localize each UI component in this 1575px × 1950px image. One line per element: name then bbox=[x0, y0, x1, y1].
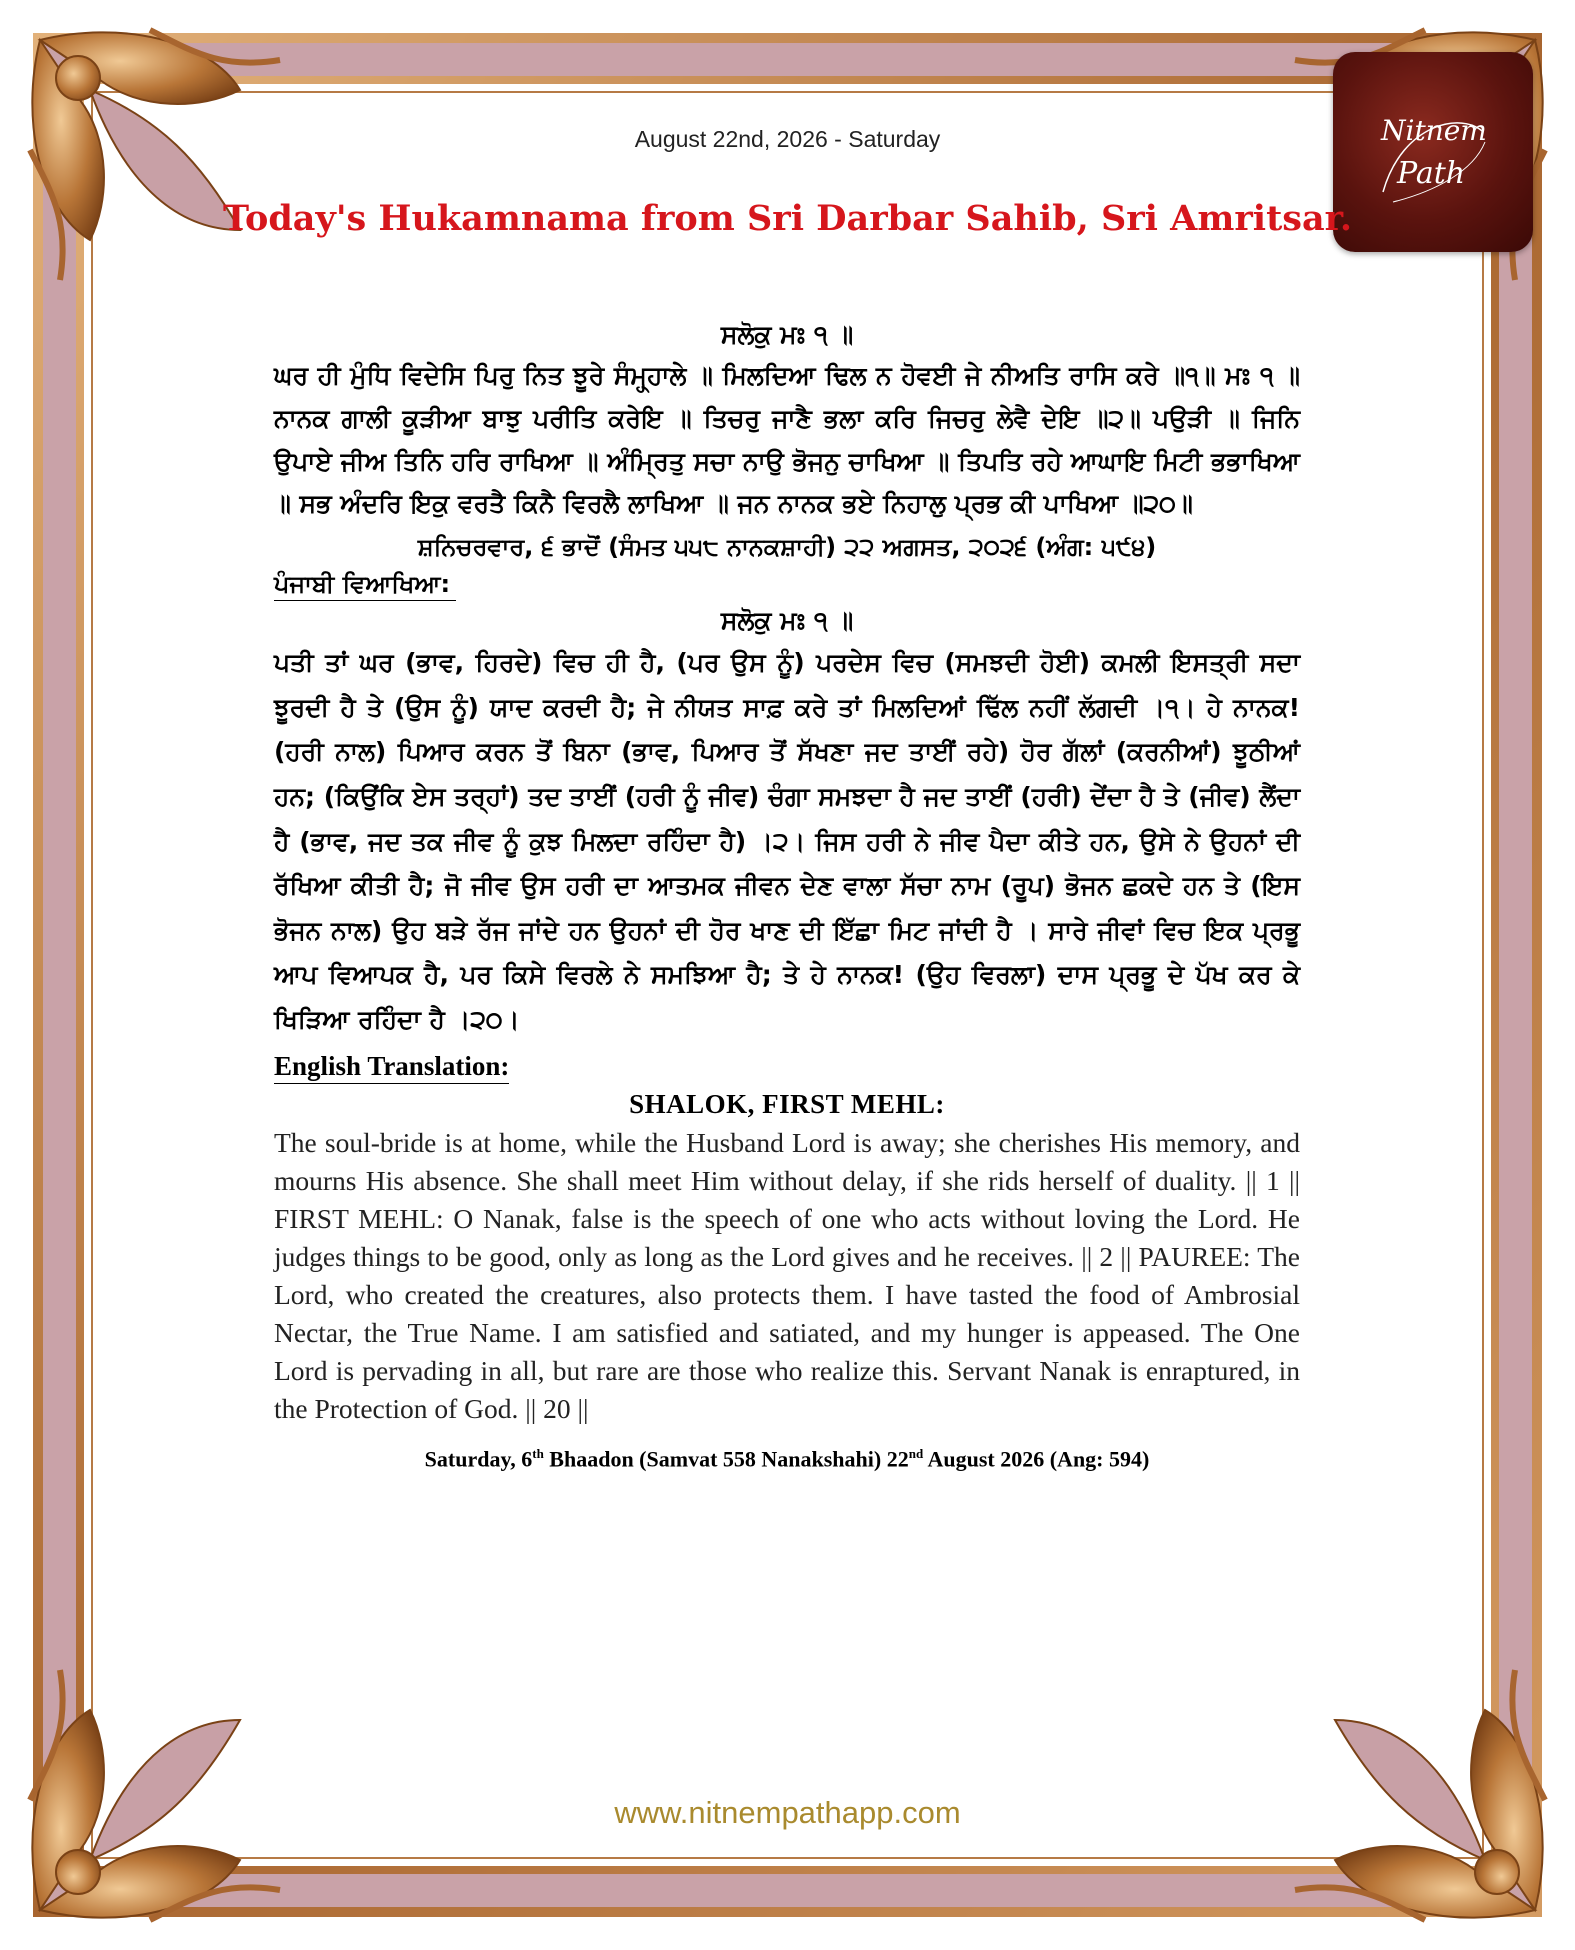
english-date-sup1: th bbox=[532, 1446, 544, 1462]
english-date-line bbox=[274, 1432, 1300, 1481]
english-date-sup2: nd bbox=[908, 1446, 924, 1462]
logo-text-line1: Nitnem bbox=[1381, 114, 1487, 147]
punjabi-explanation-subheading: ਸਲੋਕੁ ਮਃ ੧ ॥ bbox=[720, 606, 854, 636]
english-date-part2: Bhaadon (Samvat 558 Nanakshahi) 22 bbox=[543, 1446, 909, 1472]
gurbani-date-line: ਸ਼ਨਿਚਰਵਾਰ, ੬ ਭਾਦੋਂ (ਸੰਮਤ ੫੫੮ ਨਾਨਕਸ਼ਾਹੀ) ੨੨ ਅਗਸਤ, ੨੦੨੬ (ਅੰਗ: ੫੯੪) bbox=[417, 533, 1157, 562]
gurbani-heading: ਸਲੋਕੁ ਮਃ ੧ ॥ bbox=[720, 320, 854, 349]
punjabi-explanation-text: ਪਤੀ ਤਾਂ ਘਰ (ਭਾਵ, ਹਿਰਦੇ) ਵਿਚ ਹੀ ਹੈ, (ਪਰ ਉਸ ਨੂੰ) ਪਰਦੇਸ ਵਿਚ (ਸਮਝਦੀ ਹੋਈ) ਕਮਲੀ ਇਸਤ੍ਰੀ ਸਦਾ ਝੂਰਦੀ ਹੈ ਤੇ (ਉਸ ਨੂੰ) ਯਾਦ ਕਰਦੀ ਹੈ; ਜੇ ਨੀਯਤ ਸਾਫ਼ ਕਰੇ ਤਾਂ ਮਿਲਦਿਆਂ ਢਿੱਲ ਨਹੀਂ ਲੱਗਦੀ ।੧। ਹੇ ਨਾਨਕ! (ਹਰੀ ਨਾਲ) ਪਿਆਰ ਕਰਨ ਤੋਂ ਬਿਨਾ (ਭਾਵ, ਪਿਆਰ ਤੋਂ ਸੱਖਣਾ ਜਦ ਤਾਈਂ ਰਹੇ) ਹੋਰ ਗੱਲਾਂ (ਕਰਨੀਆਂ) ਝੂਠੀਆਂ ਹਨ; (ਕਿਉਂਕਿ ਏਸ ਤਰ੍ਹਾਂ) ਤਦ ਤਾਈਂ (ਹਰੀ ਨੂੰ ਜੀਵ) ਚੰਗਾ ਸਮਝਦਾ ਹੈ ਜਦ ਤਾਈਂ (ਹਰੀ) ਦੇਂਦਾ ਹੈ ਤੇ (ਜੀਵ) ਲੈਂਦਾ ਹੈ (ਭਾਵ, ਜਦ ਤਕ ਜੀਵ ਨੂੰ ਕੁਝ ਮਿਲਦਾ ਰਹਿੰਦਾ ਹੈ) ।੨। ਜਿਸ ਹਰੀ ਨੇ ਜੀਵ ਪੈਦਾ ਕੀਤੇ ਹਨ, ਉਸੇ ਨੇ ਉਹਨਾਂ ਦੀ ਰੱਖਿਆ ਕੀਤੀ ਹੈ; ਜੋ ਜੀਵ ਉਸ ਹਰੀ ਦਾ ਆਤਮਕ ਜੀਵਨ ਦੇਣ ਵਾਲਾ ਸੱਚਾ ਨਾਮ (ਰੂਪ) ਭੋਜਨ ਛਕਦੇ ਹਨ ਤੇ (ਇਸ ਭੋਜਨ ਨਾਲ) ਉਹ ਬੜੇ ਰੱਜ ਜਾਂਦੇ ਹਨ ਉਹਨਾਂ ਦੀ ਹੋਰ ਖਾਣ ਦੀ ਇੱਛਾ ਮਿਟ ਜਾਂਦੀ ਹੈ । ਸਾਰੇ ਜੀਵਾਂ ਵਿਚ ਇਕ ਪ੍ਰਭੂ ਆਪ ਵਿਆਪਕ ਹੈ, ਪਰ ਕਿਸੇ ਵਿਰਲੇ ਨੇ ਸਮਝਿਆ ਹੈ; ਤੇ ਹੇ ਨਾਨਕ! (ਉਹ ਵਿਰਲਾ) ਦਾਸ ਪ੍ਰਭੂ ਦੇ ਪੱਖ ਕਰ ਕੇ ਖਿੜਿਆ ਰਹਿੰਦਾ ਹੈ ।੨੦। bbox=[274, 648, 1300, 1034]
gurbani-text: ਘਰ ਹੀ ਮੁੰਧਿ ਵਿਦੇਸਿ ਪਿਰੁ ਨਿਤ ਝੂਰੇ ਸੰਮ੍ਹ੍ਹਾਲੇ ॥ ਮਿਲਦਿਆ ਢਿਲ ਨ ਹੋਵਈ ਜੇ ਨੀਅਤਿ ਰਾਸਿ ਕਰੇ ॥੧॥ ਮਃ ੧ ॥ ਨਾਨਕ ਗਾਲੀ ਕੂੜੀਆ ਬਾਝੁ ਪਰੀਤਿ ਕਰੇਇ ॥ ਤਿਚਰੁ ਜਾਣੈ ਭਲਾ ਕਰਿ ਜਿਚਰੁ ਲੇਵੈ ਦੇਇ ॥੨॥ ਪਉੜੀ ॥ ਜਿਨਿ ਉਪਾਏ ਜੀਅ ਤਿਨਿ ਹਰਿ ਰਾਖਿਆ ॥ ਅੰਮ੍ਰਿਤੁ ਸਚਾ ਨਾਉ ਭੋਜਨੁ ਚਾਖਿਆ ॥ ਤਿਪਤਿ ਰਹੇ ਆਘਾਇ ਮਿਟੀ ਭਭਾਖਿਆ ॥ ਸਭ ਅੰਦਰਿ ਇਕੁ ਵਰਤੈ ਕਿਨੈ ਵਿਰਲੈ ਲਾਖਿਆ ॥ ਜਨ ਨਾਨਕ ਭਏ ਨਿਹਾਲੁ ਪ੍ਰਭ ਕੀ ਪਾਖਿਆ ॥੨੦॥ bbox=[274, 361, 1300, 519]
english-translation-heading: English Translation: bbox=[274, 1049, 509, 1084]
header-date: August 22nd, 2026 - Saturday bbox=[634, 126, 941, 152]
english-date-part3: August 2026 (Ang: 594) bbox=[923, 1446, 1150, 1472]
hukamnama-content bbox=[274, 315, 1300, 1482]
page-title: Today's Hukamnama from Sri Darbar Sahib, Sri Amritsar. bbox=[222, 198, 1353, 239]
punjabi-explanation-heading: ਪੰਜਾਬੀ ਵਿਆਖਿਆ: bbox=[274, 568, 456, 601]
english-date-part1: Saturday, 6 bbox=[424, 1446, 533, 1472]
english-translation-subheading: SHALOK, FIRST MEHL: bbox=[629, 1088, 945, 1119]
website-link[interactable]: www.nitnempathapp.com bbox=[614, 1795, 961, 1830]
english-translation-text: The soul-bride is at home, while the Husband Lord is away; she cherishes His memory, and mourns His absence. She shall meet Him without delay, if she rids herself of duality. || 1 || FIRST MEHL: O Nanak, false is the speech of one who acts without loving the Lord. He judges things to be good, only as long as the Lord gives and he receives. || 2 || PAUREE: The Lord, who created the creatures, also protects them. I have tasted the food of Ambrosial Nectar, the True Name. I am satisfied and satiated, and my hunger is appeased. The One Lord is pervading in all, but rare are those who realize this. Servant Nanak is enraptured, in the Protection of God. || 20 || bbox=[274, 1126, 1300, 1425]
logo-text-line2: Path bbox=[1397, 156, 1466, 191]
